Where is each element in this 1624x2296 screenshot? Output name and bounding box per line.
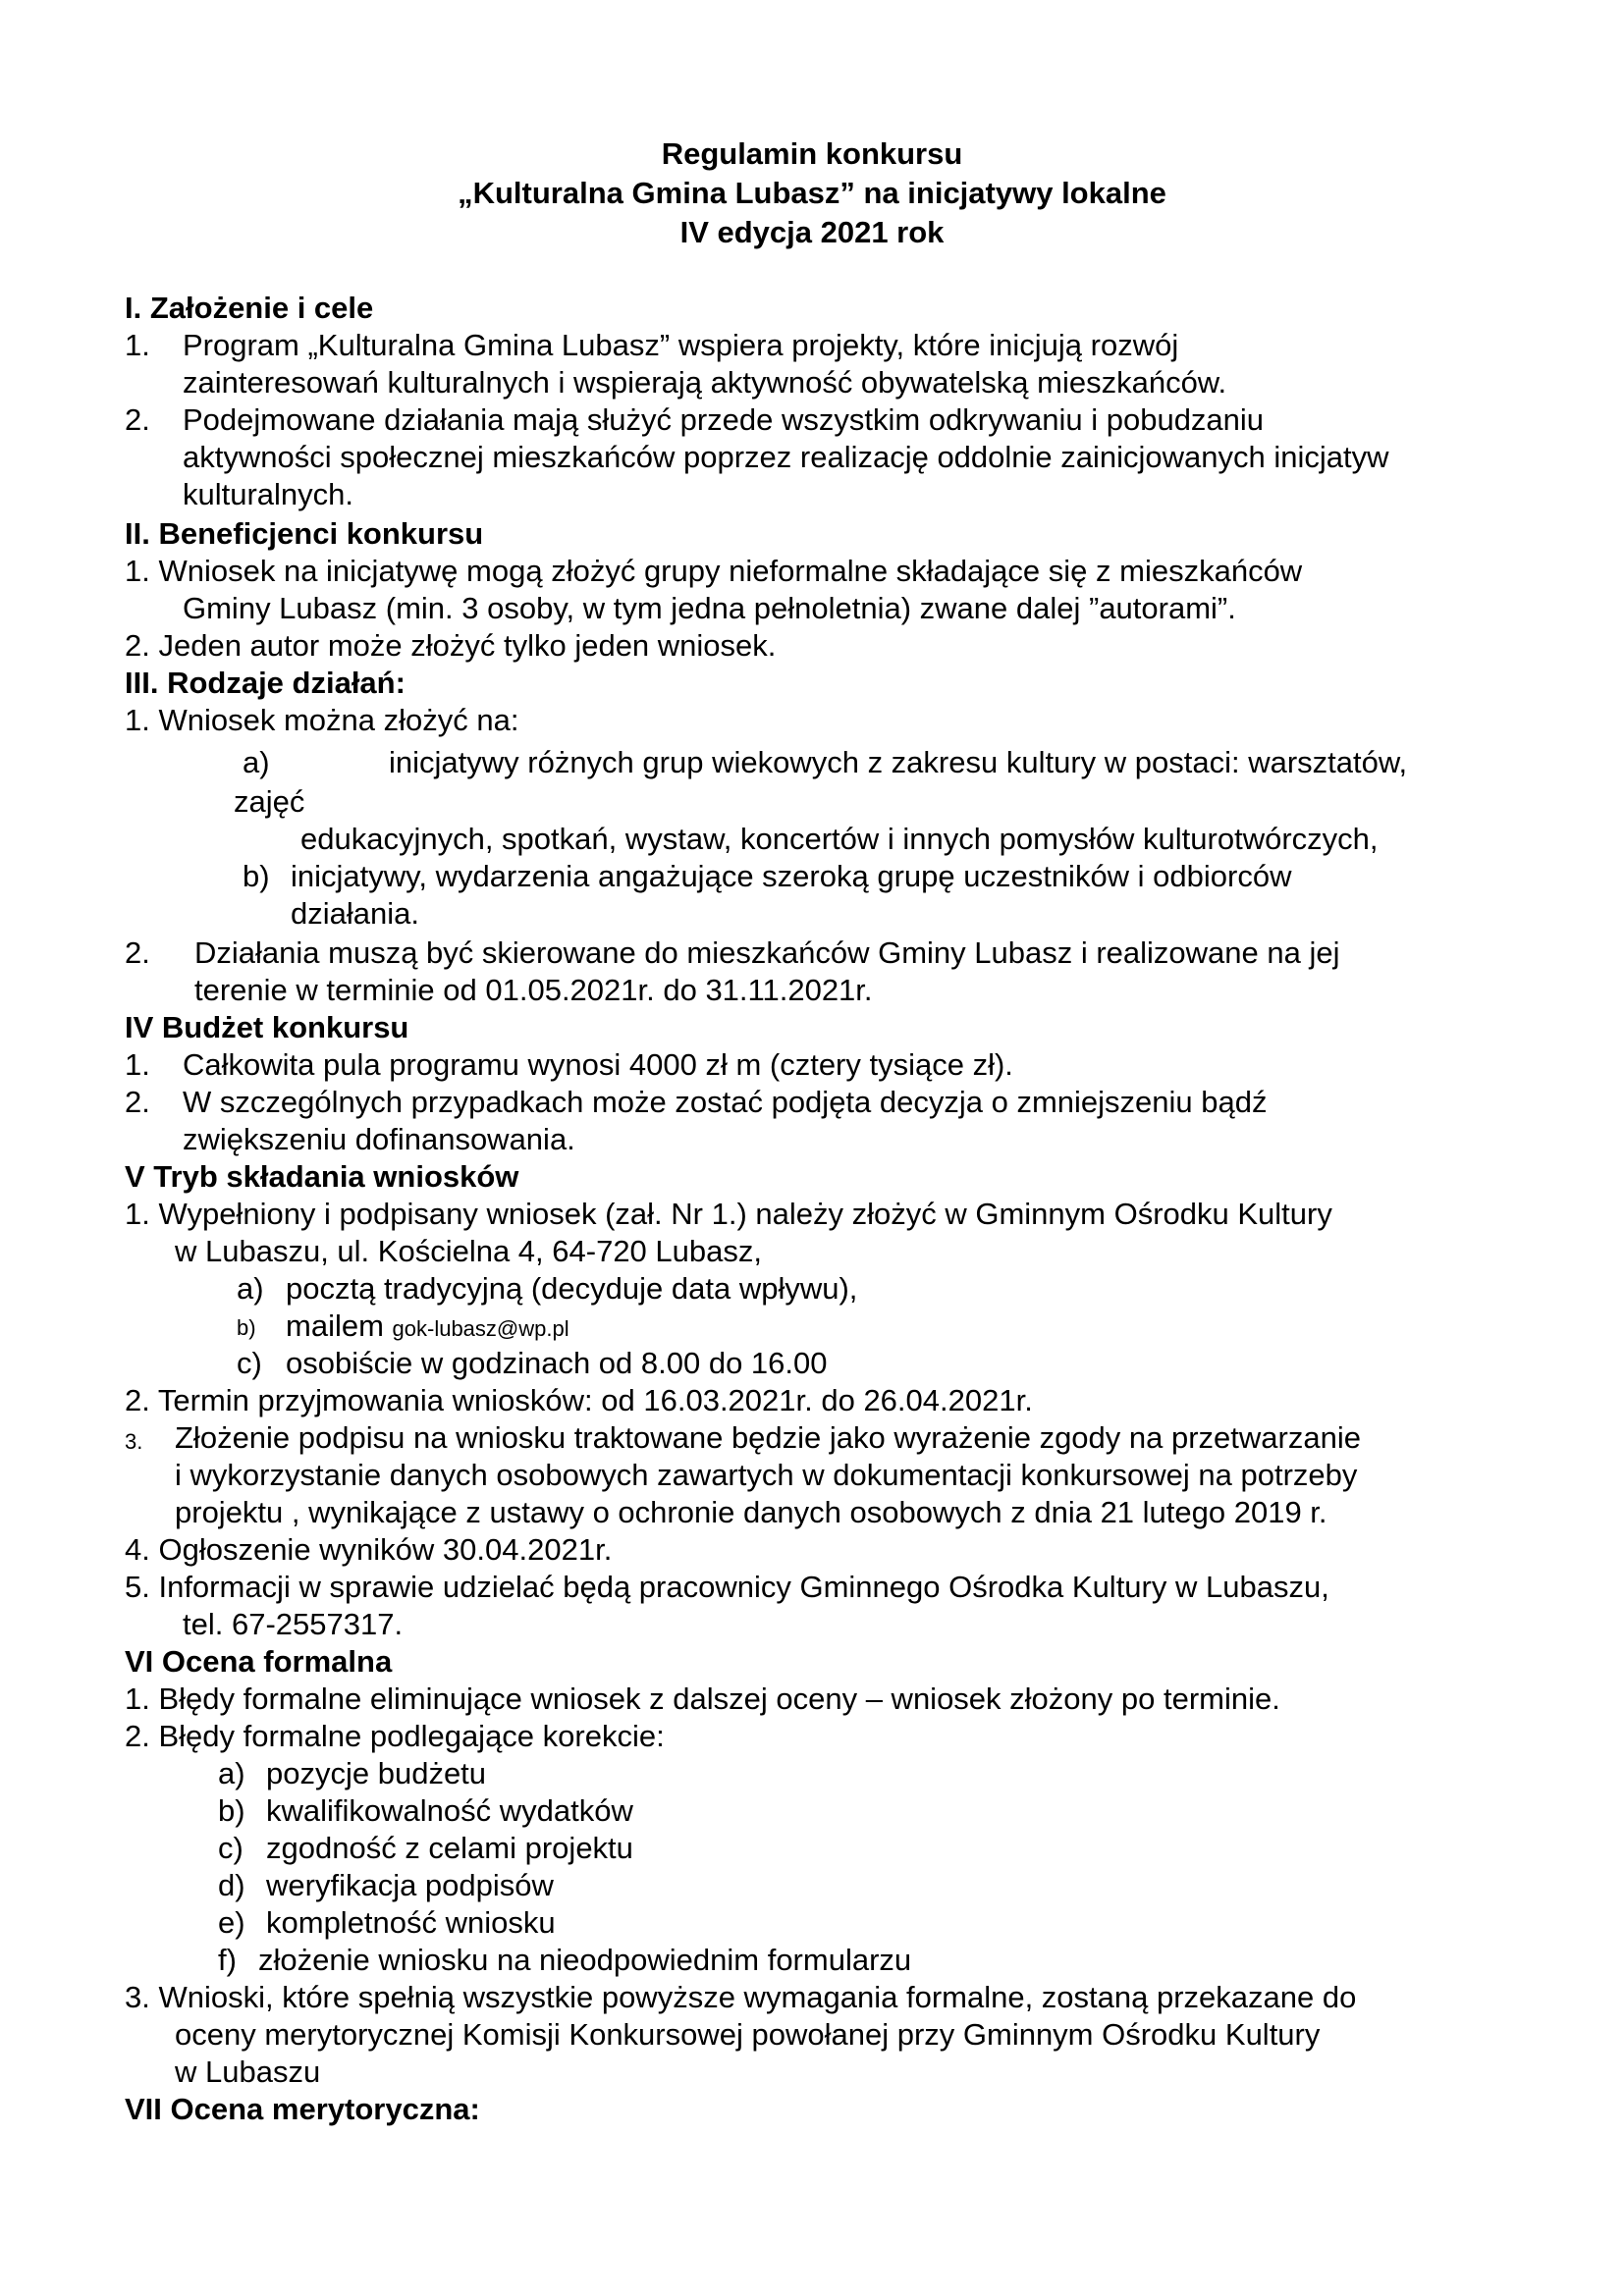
paragraph-line: 4. Ogłoszenie wyników 30.04.2021r. — [125, 1532, 613, 1567]
list-number: 2. — [125, 935, 150, 970]
paragraph-line: 3. Wnioski, które spełnią wszystkie powyższe wymagania formalne, zostaną przekazane do — [125, 1980, 1357, 2014]
document-subtitle: „Kulturalna Gmina Lubasz” na inicjatywy lokalne — [458, 176, 1166, 210]
list-label: a) — [218, 1756, 245, 1790]
paragraph-line: złożenie wniosku na nieodpowiednim formularzu — [258, 1943, 912, 1977]
mail-label: mailem — [286, 1308, 384, 1343]
paragraph-line: 1. Wniosek można złożyć na: — [125, 703, 519, 737]
paragraph-line: terenie w terminie od 01.05.2021r. do 31.11.2021r. — [194, 973, 873, 1007]
paragraph-line — [286, 1308, 569, 1348]
document-title: Regulamin konkursu — [661, 136, 963, 171]
paragraph-line: kompletność wniosku — [266, 1905, 556, 1940]
paragraph-line: Gminy Lubasz (min. 3 osoby, w tym jedna pełnoletnia) zwane dalej ”autorami”. — [183, 591, 1236, 625]
paragraph-line: tel. 67-2557317. — [183, 1607, 404, 1641]
paragraph-line: 1. Wypełniony i podpisany wniosek (zał. Nr 1.) należy złożyć w Gminnym Ośrodku Kultury — [125, 1197, 1332, 1231]
paragraph-line: aktywności społecznej mieszkańców poprzez realizację oddolnie zainicjowanych inicjatyw — [183, 440, 1389, 474]
list-label: f) — [218, 1943, 237, 1977]
paragraph-line: zwiększeniu dofinansowania. — [183, 1122, 575, 1156]
list-label: d) — [218, 1868, 245, 1902]
section-heading-7: VII Ocena merytoryczna: — [125, 2092, 480, 2126]
paragraph-line: projektu , wynikające z ustawy o ochronie danych osobowych z dnia 21 lutego 2019 r. — [175, 1495, 1327, 1529]
paragraph-line: 2. Błędy formalne podlegające korekcie: — [125, 1719, 665, 1753]
paragraph-line: kulturalnych. — [183, 477, 354, 511]
paragraph-line: zajęć — [234, 784, 305, 819]
list-label: a) — [237, 1271, 264, 1306]
paragraph-line: W szczególnych przypadkach może zostać podjęta decyzja o zmniejszeniu bądź — [183, 1085, 1268, 1119]
paragraph-line: inicjatywy różnych grup wiekowych z zakresu kultury w postaci: warsztatów, — [389, 745, 1408, 779]
paragraph-line: edukacyjnych, spotkań, wystaw, koncertów i innych pomysłów kulturotwórczych, — [300, 822, 1379, 856]
section-heading-1: I. Założenie i cele — [125, 291, 374, 325]
list-label: b) — [237, 1315, 256, 1340]
list-number: 1. — [125, 328, 150, 362]
paragraph-line: inicjatywy, wydarzenia angażujące szeroką grupę uczestników i odbiorców — [291, 859, 1292, 893]
section-heading-3: III. Rodzaje działań: — [125, 666, 406, 700]
paragraph-line: pocztą tradycyjną (decyduje data wpływu), — [286, 1271, 858, 1306]
list-label: b) — [218, 1793, 245, 1828]
paragraph-line: i wykorzystanie danych osobowych zawartych w dokumentacji konkursowej na potrzeby — [175, 1458, 1358, 1492]
email-link[interactable]: gok-lubasz@wp.pl — [392, 1316, 569, 1341]
paragraph-line: Program „Kulturalna Gmina Lubasz” wspiera projekty, które inicjują rozwój — [183, 328, 1179, 362]
paragraph-line: 2. Termin przyjmowania wniosków: od 16.03.2021r. do 26.04.2021r. — [125, 1383, 1033, 1417]
list-label: b) — [243, 859, 270, 893]
paragraph-line: działania. — [291, 896, 419, 931]
section-heading-2: II. Beneficjenci konkursu — [125, 516, 484, 551]
list-label: c) — [218, 1831, 244, 1865]
paragraph-line: kwalifikowalność wydatków — [266, 1793, 633, 1828]
paragraph-line: Złożenie podpisu na wniosku traktowane będzie jako wyrażenie zgody na przetwarzanie — [175, 1420, 1361, 1455]
paragraph-line: 5. Informacji w sprawie udzielać będą pracownicy Gminnego Ośrodka Kultury w Lubaszu, — [125, 1570, 1329, 1604]
list-number: 2. — [125, 1085, 150, 1119]
list-label: a) — [243, 745, 270, 779]
list-number: 1. — [125, 1047, 150, 1082]
section-heading-6: VI Ocena formalna — [125, 1644, 393, 1679]
paragraph-line: 1. Wniosek na inicjatywę mogą złożyć grupy nieformalne składające się z mieszkańców — [125, 554, 1303, 588]
paragraph-line: Działania muszą być skierowane do mieszkańców Gminy Lubasz i realizowane na jej — [194, 935, 1340, 970]
paragraph-line: weryfikacja podpisów — [266, 1868, 554, 1902]
paragraph-line: 1. Błędy formalne eliminujące wniosek z dalszej oceny – wniosek złożony po terminie. — [125, 1682, 1280, 1716]
paragraph-line: oceny merytorycznej Komisji Konkursowej powołanej przy Gminnym Ośrodku Kultury — [175, 2017, 1321, 2052]
paragraph-line: zgodność z celami projektu — [266, 1831, 633, 1865]
paragraph-line: Całkowita pula programu wynosi 4000 zł m (cztery tysiące zł). — [183, 1047, 1013, 1082]
paragraph-line: osobiście w godzinach od 8.00 do 16.00 — [286, 1346, 828, 1380]
document-edition: IV edycja 2021 rok — [679, 215, 945, 249]
section-heading-4: IV Budżet konkursu — [125, 1010, 409, 1044]
list-number: 3. — [125, 1429, 143, 1454]
list-label: e) — [218, 1905, 245, 1940]
paragraph-line: Podejmowane działania mają służyć przede wszystkim odkrywaniu i pobudzaniu — [183, 402, 1265, 437]
paragraph-line: zainteresowań kulturalnych i wspierają aktywność obywatelską mieszkańców. — [183, 365, 1227, 400]
list-number: 2. — [125, 402, 150, 437]
list-label: c) — [237, 1346, 262, 1380]
section-heading-5: V Tryb składania wniosków — [125, 1159, 519, 1194]
paragraph-line: w Lubaszu — [175, 2055, 321, 2089]
paragraph-line: 2. Jeden autor może złożyć tylko jeden wniosek. — [125, 628, 777, 663]
paragraph-line: pozycje budżetu — [266, 1756, 487, 1790]
paragraph-line: w Lubaszu, ul. Kościelna 4, 64-720 Lubasz, — [175, 1234, 762, 1268]
